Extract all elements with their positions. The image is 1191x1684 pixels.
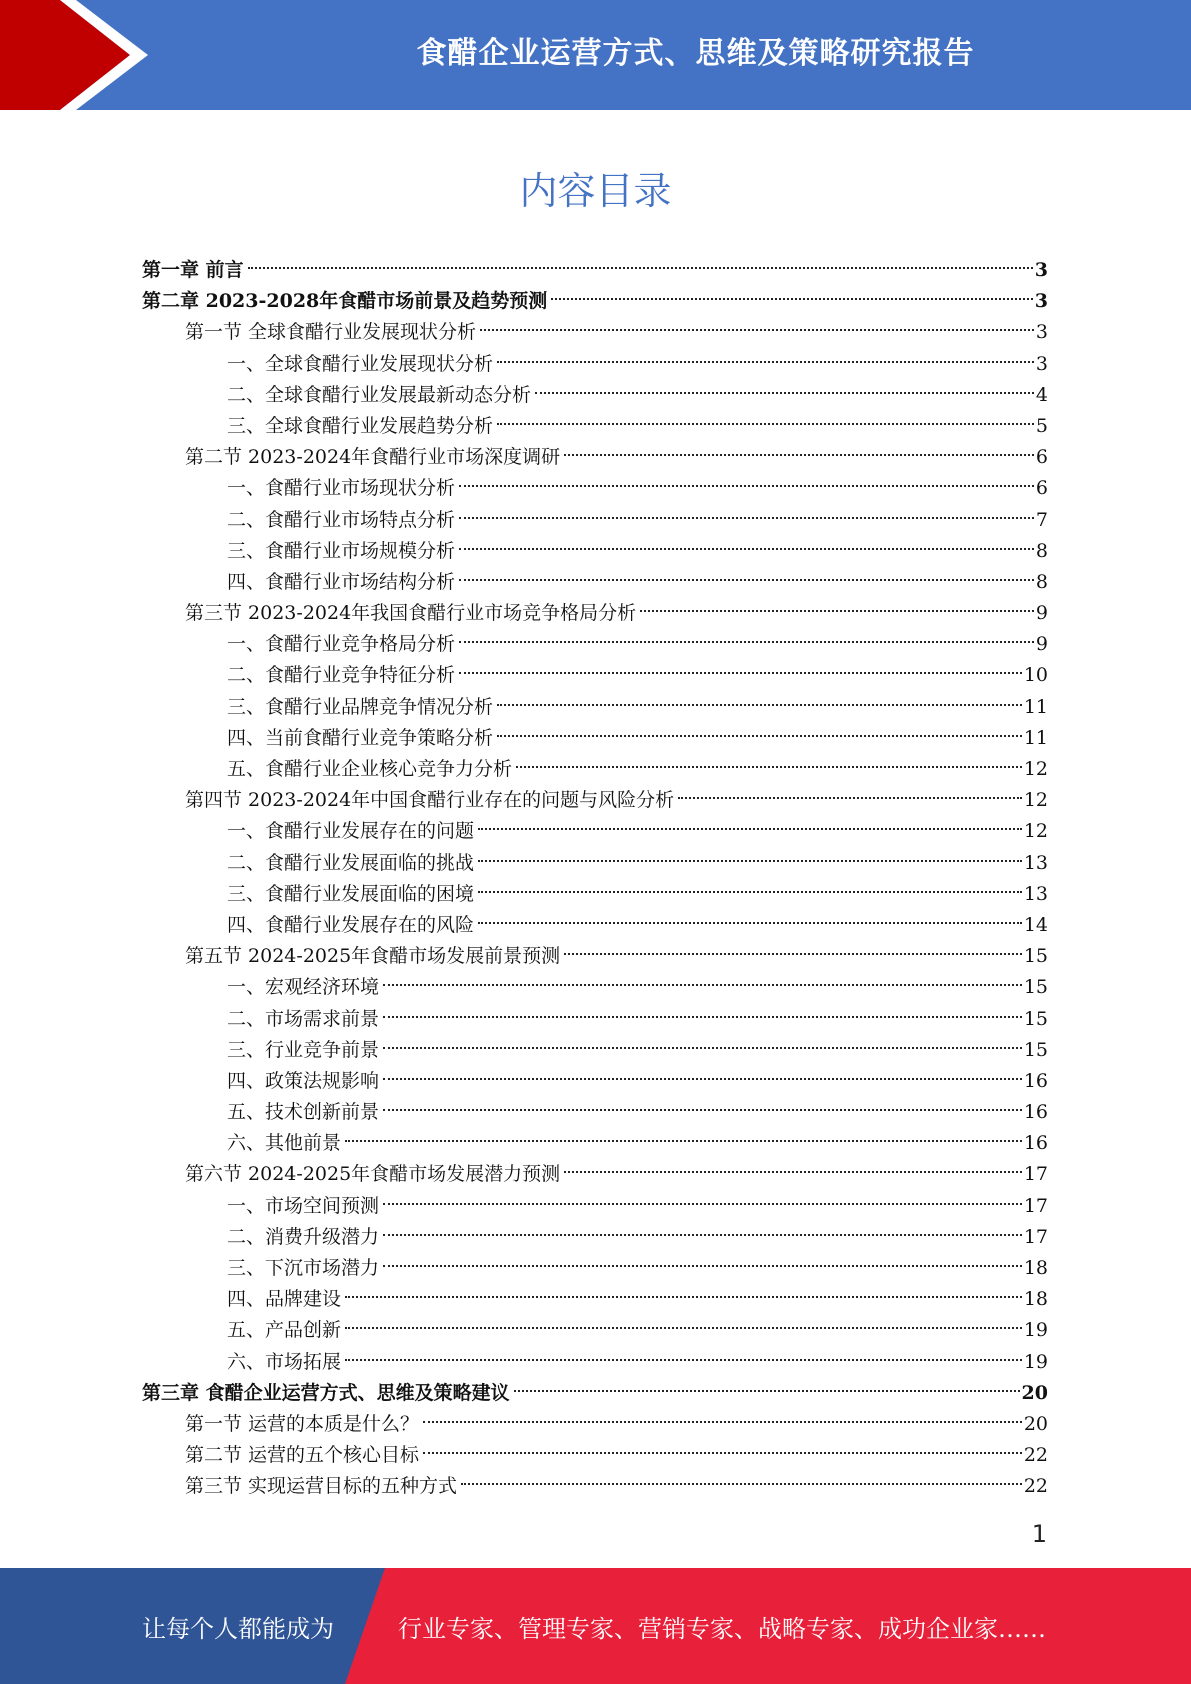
toc-entry-title: 第五节 2024-2025年食醋市场发展前景预测 bbox=[185, 945, 561, 968]
toc-entry[interactable] bbox=[142, 1097, 1048, 1128]
toc-entry-title: 第二章 2023-2028年食醋市场前景及趋势预测 bbox=[142, 290, 548, 313]
toc-entry-page: 16 bbox=[1023, 1101, 1048, 1124]
toc-entry[interactable] bbox=[142, 660, 1048, 691]
toc-entry-page: 3 bbox=[1035, 352, 1048, 375]
page-number: 1 bbox=[1031, 1520, 1047, 1548]
toc-entry[interactable] bbox=[142, 1128, 1048, 1159]
toc-entry-page: 15 bbox=[1023, 976, 1048, 999]
toc-entry[interactable] bbox=[142, 910, 1048, 941]
toc-entry-title: 二、市场需求前景 bbox=[227, 1007, 380, 1030]
toc-entry-page: 20 bbox=[1023, 1412, 1048, 1435]
toc-entry-title: 二、食醋行业发展面临的挑战 bbox=[227, 851, 475, 874]
toc-entry-page: 15 bbox=[1023, 945, 1048, 968]
toc-dot-leader bbox=[383, 1234, 1022, 1236]
toc-entry-page: 12 bbox=[1023, 820, 1048, 843]
toc-entry-title: 第三节 2023-2024年我国食醋行业市场竞争格局分析 bbox=[185, 602, 637, 625]
toc-entry[interactable] bbox=[142, 1440, 1048, 1471]
toc-entry-page: 7 bbox=[1035, 508, 1048, 531]
toc-dot-leader bbox=[640, 610, 1034, 612]
toc-entry[interactable] bbox=[142, 1035, 1048, 1066]
footer-banner bbox=[0, 1568, 1191, 1684]
toc-entry[interactable] bbox=[142, 816, 1048, 847]
toc-entry-page: 22 bbox=[1023, 1444, 1048, 1467]
toc-entry-page: 13 bbox=[1023, 882, 1048, 905]
toc-entry-title: 四、食醋行业市场结构分析 bbox=[227, 570, 456, 593]
toc-dot-leader bbox=[551, 298, 1033, 300]
toc-dot-leader bbox=[345, 1140, 1022, 1142]
toc-entry-title: 二、全球食醋行业发展最新动态分析 bbox=[227, 383, 532, 406]
toc-dot-leader bbox=[678, 797, 1022, 799]
toc-entry-title: 三、行业竞争前景 bbox=[227, 1038, 380, 1061]
toc-entry-page: 8 bbox=[1035, 539, 1048, 562]
toc-entry-page: 13 bbox=[1023, 851, 1048, 874]
toc-entry[interactable] bbox=[142, 536, 1048, 567]
toc-dot-leader bbox=[564, 1171, 1022, 1173]
toc-dot-leader bbox=[478, 828, 1022, 830]
toc-entry[interactable] bbox=[142, 1159, 1048, 1190]
toc-entry-page: 12 bbox=[1023, 758, 1048, 780]
table-of-contents bbox=[142, 255, 1048, 1503]
toc-entry-title: 五、产品创新 bbox=[227, 1319, 342, 1342]
toc-entry-title: 第二节 2023-2024年食醋行业市场深度调研 bbox=[185, 446, 561, 469]
toc-entry-page: 11 bbox=[1023, 726, 1048, 749]
toc-dot-leader bbox=[497, 735, 1022, 737]
toc-dot-leader bbox=[535, 392, 1034, 394]
toc-entry[interactable] bbox=[142, 286, 1048, 317]
toc-entry-title: 五、技术创新前景 bbox=[227, 1101, 380, 1124]
toc-entry-title: 一、宏观经济环境 bbox=[227, 976, 380, 999]
toc-entry-page: 3 bbox=[1034, 259, 1048, 281]
toc-entry-title: 第二节 运营的五个核心目标 bbox=[185, 1444, 420, 1467]
toc-entry-page: 11 bbox=[1023, 695, 1048, 718]
toc-entry-page: 6 bbox=[1035, 477, 1048, 500]
toc-entry[interactable] bbox=[142, 380, 1048, 411]
toc-entry[interactable] bbox=[142, 723, 1048, 754]
toc-entry-page: 12 bbox=[1023, 789, 1048, 812]
toc-entry-title: 六、其他前景 bbox=[227, 1132, 342, 1155]
toc-entry-page: 14 bbox=[1023, 913, 1048, 936]
toc-dot-leader bbox=[459, 548, 1034, 550]
toc-dot-leader bbox=[478, 860, 1022, 862]
toc-entry[interactable] bbox=[142, 255, 1048, 286]
toc-entry-page: 17 bbox=[1023, 1225, 1048, 1248]
toc-entry-title: 第三节 实现运营目标的五种方式 bbox=[185, 1475, 458, 1498]
toc-entry-page: 15 bbox=[1023, 1038, 1048, 1061]
toc-entry[interactable] bbox=[142, 1315, 1048, 1346]
toc-entry-title: 三、下沉市场潜力 bbox=[227, 1257, 380, 1279]
toc-entry[interactable] bbox=[142, 442, 1048, 473]
toc-entry[interactable] bbox=[142, 473, 1048, 504]
toc-dot-leader bbox=[564, 953, 1022, 955]
toc-entry-title: 第三章 食醋企业运营方式、思维及策略建议 bbox=[142, 1381, 510, 1404]
toc-dot-leader bbox=[423, 1452, 1022, 1454]
toc-dot-leader bbox=[497, 361, 1034, 363]
toc-entry[interactable] bbox=[142, 972, 1048, 1003]
toc-entry[interactable] bbox=[142, 1191, 1048, 1222]
toc-entry-page: 5 bbox=[1035, 414, 1048, 437]
toc-entry[interactable] bbox=[142, 629, 1048, 660]
toc-dot-leader bbox=[459, 672, 1022, 674]
toc-dot-leader bbox=[383, 1078, 1022, 1080]
toc-dot-leader bbox=[459, 641, 1034, 643]
toc-entry[interactable] bbox=[142, 1347, 1048, 1378]
toc-dot-leader bbox=[497, 704, 1022, 706]
toc-entry[interactable] bbox=[142, 879, 1048, 910]
toc-entry-title: 一、食醋行业市场现状分析 bbox=[227, 477, 456, 500]
toc-entry-page: 17 bbox=[1023, 1163, 1048, 1186]
toc-entry-title: 六、市场拓展 bbox=[227, 1350, 342, 1373]
toc-entry-title: 四、当前食醋行业竞争策略分析 bbox=[227, 726, 494, 749]
toc-entry[interactable] bbox=[142, 941, 1048, 972]
footer-roles: 行业专家、管理专家、营销专家、战略专家、成功企业家…… bbox=[398, 1614, 1046, 1643]
toc-entry-page: 10 bbox=[1023, 664, 1048, 687]
toc-dot-leader bbox=[478, 922, 1022, 924]
toc-heading: 内容目录 bbox=[519, 169, 672, 213]
toc-entry[interactable] bbox=[142, 785, 1048, 816]
toc-entry[interactable] bbox=[142, 411, 1048, 442]
report-title: 食醋企业运营方式、思维及策略研究报告 bbox=[416, 36, 975, 71]
toc-dot-leader bbox=[383, 1203, 1022, 1205]
toc-entry[interactable] bbox=[142, 1471, 1048, 1502]
toc-entry-page: 6 bbox=[1035, 446, 1048, 469]
toc-dot-leader bbox=[459, 579, 1034, 581]
toc-dot-leader bbox=[345, 1327, 1022, 1329]
toc-entry[interactable] bbox=[142, 848, 1048, 879]
toc-entry[interactable] bbox=[142, 598, 1048, 629]
toc-entry-title: 第一章 前言 bbox=[142, 259, 244, 281]
toc-entry-page: 16 bbox=[1023, 1132, 1048, 1155]
toc-dot-leader bbox=[345, 1359, 1022, 1361]
toc-dot-leader bbox=[514, 1390, 1020, 1392]
toc-entry[interactable] bbox=[142, 1409, 1048, 1440]
toc-entry-title: 三、食醋行业品牌竞争情况分析 bbox=[227, 695, 494, 718]
toc-dot-leader bbox=[516, 766, 1022, 768]
toc-entry-title: 三、食醋行业市场规模分析 bbox=[227, 539, 456, 562]
toc-dot-leader bbox=[459, 485, 1034, 487]
toc-entry-page: 19 bbox=[1023, 1319, 1048, 1342]
footer-slogan: 让每个人都能成为 bbox=[142, 1614, 334, 1643]
toc-entry-page: 9 bbox=[1035, 633, 1048, 656]
toc-dot-leader bbox=[248, 267, 1033, 269]
toc-dot-leader bbox=[564, 454, 1034, 456]
toc-entry-page: 9 bbox=[1035, 602, 1048, 625]
toc-entry[interactable] bbox=[142, 692, 1048, 723]
toc-entry[interactable] bbox=[142, 1222, 1048, 1253]
header-banner bbox=[0, 0, 1191, 110]
toc-entry-page: 3 bbox=[1035, 321, 1048, 344]
toc-entry-title: 四、食醋行业发展存在的风险 bbox=[227, 913, 475, 936]
toc-entry[interactable] bbox=[142, 349, 1048, 380]
toc-entry-title: 四、品牌建设 bbox=[227, 1288, 342, 1311]
toc-entry-page: 19 bbox=[1023, 1350, 1048, 1373]
toc-entry-title: 一、市场空间预测 bbox=[227, 1194, 380, 1217]
toc-entry-title: 二、食醋行业竞争特征分析 bbox=[227, 664, 456, 687]
toc-entry-title: 五、食醋行业企业核心竞争力分析 bbox=[227, 758, 513, 780]
toc-entry-page: 20 bbox=[1021, 1381, 1048, 1404]
toc-dot-leader bbox=[383, 1265, 1022, 1267]
toc-entry-title: 第一节 运营的本质是什么？ bbox=[185, 1412, 420, 1435]
toc-dot-leader bbox=[383, 1047, 1022, 1049]
toc-dot-leader bbox=[480, 329, 1034, 331]
toc-entry-title: 四、政策法规影响 bbox=[227, 1069, 380, 1092]
toc-entry-page: 18 bbox=[1023, 1288, 1048, 1311]
toc-entry[interactable] bbox=[142, 1253, 1048, 1284]
toc-dot-leader bbox=[459, 517, 1034, 519]
toc-entry[interactable] bbox=[142, 1378, 1048, 1409]
toc-dot-leader bbox=[345, 1296, 1022, 1298]
toc-dot-leader bbox=[383, 1109, 1022, 1111]
toc-entry-title: 二、食醋行业市场特点分析 bbox=[227, 508, 456, 531]
toc-dot-leader bbox=[461, 1483, 1022, 1485]
toc-entry[interactable] bbox=[142, 567, 1048, 598]
red-chevron-icon bbox=[0, 0, 160, 110]
toc-entry-title: 三、全球食醋行业发展趋势分析 bbox=[227, 414, 494, 437]
toc-entry-page: 22 bbox=[1023, 1475, 1048, 1498]
toc-entry-page: 18 bbox=[1023, 1257, 1048, 1279]
toc-entry-page: 17 bbox=[1023, 1194, 1048, 1217]
toc-entry[interactable] bbox=[142, 317, 1048, 348]
toc-entry-title: 第六节 2024-2025年食醋市场发展潜力预测 bbox=[185, 1163, 561, 1186]
toc-dot-leader bbox=[478, 891, 1022, 893]
toc-entry-page: 3 bbox=[1034, 290, 1048, 313]
toc-entry-page: 4 bbox=[1035, 383, 1048, 406]
toc-entry-page: 8 bbox=[1035, 570, 1048, 593]
toc-dot-leader bbox=[383, 984, 1022, 986]
toc-entry-title: 一、全球食醋行业发展现状分析 bbox=[227, 352, 494, 375]
toc-entry[interactable] bbox=[142, 754, 1048, 785]
toc-dot-leader bbox=[423, 1421, 1022, 1423]
toc-dot-leader bbox=[497, 423, 1034, 425]
toc-dot-leader bbox=[383, 1016, 1022, 1018]
toc-entry-title: 第一节 全球食醋行业发展现状分析 bbox=[185, 321, 477, 344]
toc-entry-title: 第四节 2023-2024年中国食醋行业存在的问题与风险分析 bbox=[185, 789, 675, 812]
toc-entry[interactable] bbox=[142, 1284, 1048, 1315]
toc-entry-title: 一、食醋行业竞争格局分析 bbox=[227, 633, 456, 656]
toc-entry-title: 三、食醋行业发展面临的困境 bbox=[227, 882, 475, 905]
toc-entry[interactable] bbox=[142, 1066, 1048, 1097]
toc-entry[interactable] bbox=[142, 505, 1048, 536]
toc-entry-title: 二、消费升级潜力 bbox=[227, 1225, 380, 1248]
toc-entry-page: 16 bbox=[1023, 1069, 1048, 1092]
toc-entry-page: 15 bbox=[1023, 1007, 1048, 1030]
toc-entry[interactable] bbox=[142, 1004, 1048, 1035]
toc-entry-title: 一、食醋行业发展存在的问题 bbox=[227, 820, 475, 843]
